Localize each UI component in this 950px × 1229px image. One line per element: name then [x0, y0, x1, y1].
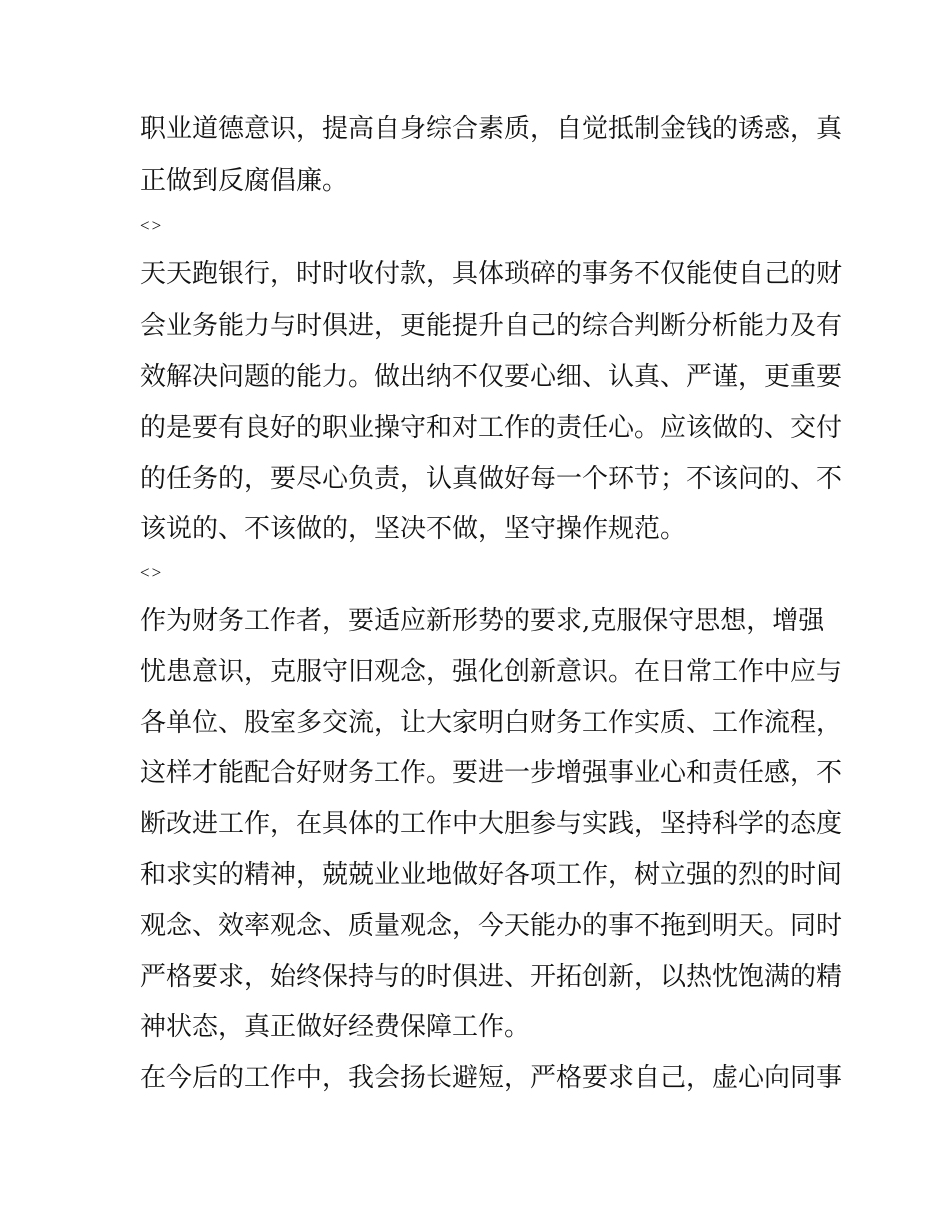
text-line: 和求实的精神，兢兢业业地做好各项工作，树立强的烈的时间: [140, 860, 843, 890]
text-line: 的任务的，要尽心负责，认真做好每一个环节；不该问的、不: [140, 464, 843, 494]
text-line: 该说的、不该做的，坚决不做，坚守操作规范。: [140, 514, 687, 544]
text-line: 会业务能力与时俱进，更能提升自己的综合判断分析能力及有: [140, 311, 843, 341]
text-line: 作为财务工作者，要适应新形势的要求,克服保守思想，增强: [140, 606, 825, 636]
text-line: 忧患意识，克服守旧观念，强化创新意识。在日常工作中应与: [140, 657, 843, 687]
text-line: 正做到反腐倡廉。: [140, 166, 349, 196]
text-line: 这样才能配合好财务工作。要进一步增强事业心和责任感，不: [140, 758, 843, 788]
section-separator: <>: [140, 563, 164, 582]
text-line: 效解决问题的能力。做出纳不仅要心细、认真、严谨，更重要: [140, 362, 843, 392]
text-line: 职业道德意识，提高自身综合素质，自觉抵制金钱的诱惑，真: [140, 114, 843, 144]
text-line: 断改进工作，在具体的工作中大胆参与实践，坚持科学的态度: [140, 809, 843, 839]
text-line: 神状态，真正做好经费保障工作。: [140, 1012, 531, 1042]
text-line: 在今后的工作中，我会扬长避短，严格要求自己，虚心向同事: [140, 1063, 843, 1093]
text-line: 观念、效率观念、质量观念，今天能办的事不拖到明天。同时: [140, 911, 843, 941]
text-line: 各单位、股室多交流，让大家明白财务工作实质、工作流程，: [140, 708, 843, 738]
section-separator: <>: [140, 216, 164, 235]
text-line: 的是要有良好的职业操守和对工作的责任心。应该做的、交付: [140, 413, 843, 443]
text-line: 天天跑银行，时时收付款，具体琐碎的事务不仅能使自己的财: [140, 259, 843, 289]
text-line: 严格要求，始终保持与的时俱进、开拓创新，以热忱饱满的精: [140, 962, 843, 992]
